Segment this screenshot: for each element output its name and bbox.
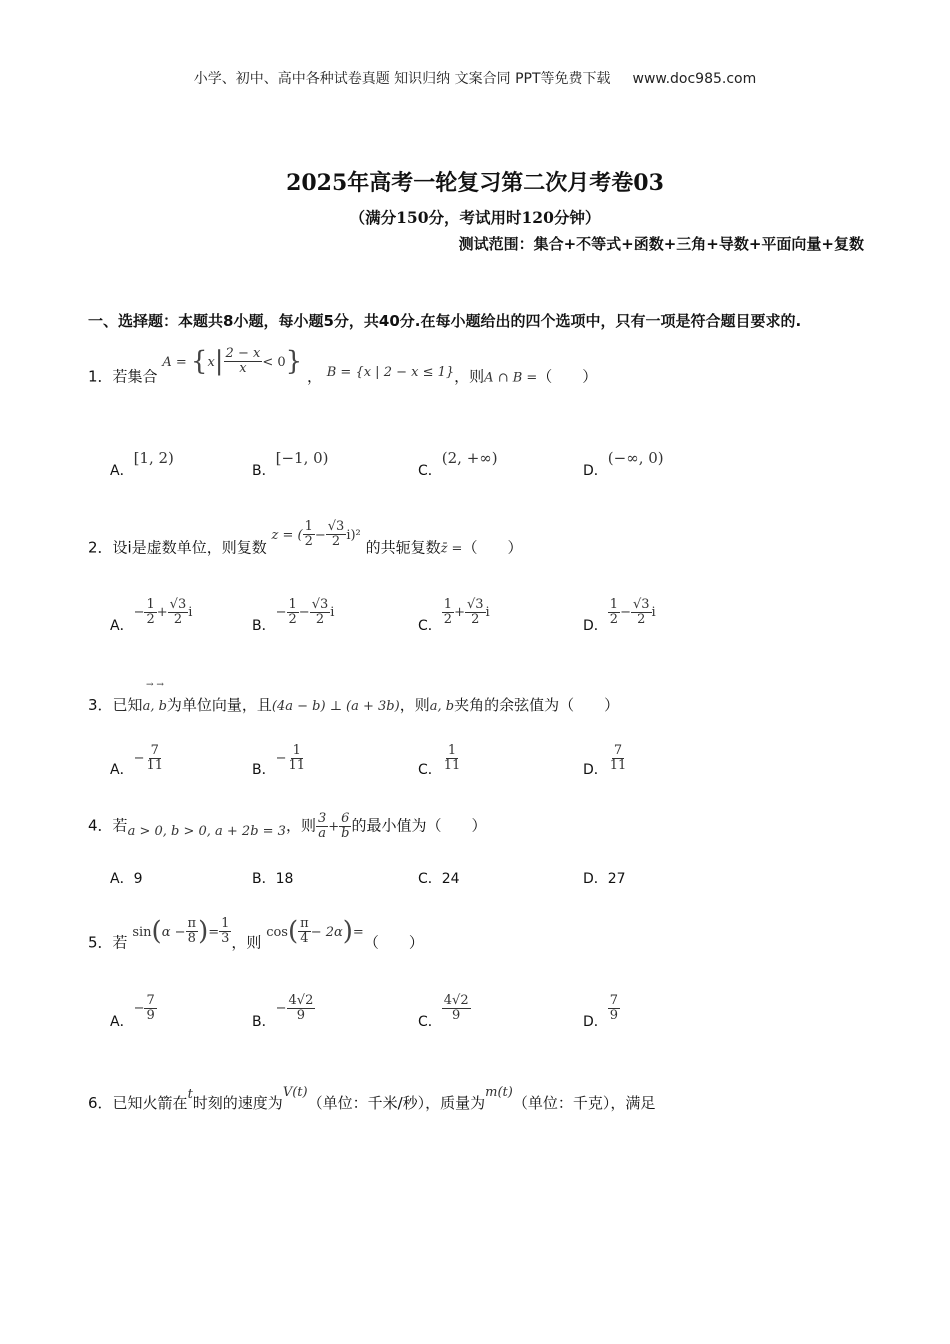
intersection-expr: A ∩ B = [484,370,538,386]
header-site[interactable]: www.doc985.com [632,71,757,87]
q4-option-c[interactable]: C．24 [418,871,460,887]
q5-option-b[interactable]: B．− $\frac{4√2}{9}$ [252,993,314,1031]
q3-option-d[interactable]: D． $\frac{7}{11}$ [583,743,627,779]
sine-condition: sin(α − $\frac{\pi}{8}$ )= $\frac{1}{3}$ [132,915,230,946]
section-heading: 一、选择题：本题共8小题，每小题5分，共40分.在每小题给出的四个选项中，只有一项是符合题目要求的. [88,312,802,330]
q5-option-d[interactable]: D． $\frac{7}{9}$ [583,993,619,1031]
q3-option-b[interactable]: B．− $\frac{1}{11}$ [252,743,306,779]
complex-z-formula: z = ( $\frac{1}{2}$ − $\frac{√3}{2}$ i)² [271,519,361,549]
question-3: 3．已知a, b为单位向量，且(4a − b) ⊥ (a + 3b)，则a, b夹角的余弦值为（ ） [88,696,620,714]
vector-ab: a, b [142,699,167,714]
q2-option-a[interactable]: A．− $\frac{1}{2}$ + $\frac{√3}{2}$ i [110,597,193,635]
question-2: 2．设i是虚数单位，则复数 z = ( $\frac{1}{2}$ − $\frac{√3}{2}$ i)² 的共轭复数z̄ =（ ） [88,519,523,557]
q2-option-b[interactable]: B．− $\frac{1}{2}$ − $\frac{√3}{2}$ i [252,597,335,635]
q2-option-c[interactable]: C． $\frac{1}{2}$ + $\frac{√3}{2}$ i [418,597,490,635]
set-a-formula: A = {x| $\frac{2 - x}{x}$ < 0} [162,345,303,376]
velocity-expr: V(t) [282,1085,308,1100]
q1-option-d[interactable]: D．(−∞, 0) [583,449,664,479]
q3-option-c[interactable]: C． $\frac{1}{11}$ [418,743,461,779]
q1-option-c[interactable]: C．(2, +∞) [418,449,498,479]
q4-option-b[interactable]: B．18 [252,871,294,887]
test-range: 测试范围：集合+不等式+函数+三角+导数+平面向量+复数 [458,235,864,253]
question-1: 1．若集合 A = {x| $\frac{2 - x}{x}$ < 0} ， B = {x | 2 − x ≤ 1}，则A ∩ B =（ ） [88,345,598,386]
mass-expr: m(t) [485,1085,513,1100]
q4-option-a[interactable]: A．9 [110,871,143,887]
q4-option-d[interactable]: D．27 [583,871,626,887]
question-4: 4．若a > 0, b > 0, a + 2b = 3，则 $\frac{3}{a}$ + $\frac{6}{b}$ 的最小值为（ ） [88,811,487,841]
q5-option-c[interactable]: C． $\frac{4√2}{9}$ [418,993,469,1031]
exam-title: 2025年高考一轮复习第二次月考卷03 [286,170,664,196]
q1-option-b[interactable]: B．[−1, 0) [252,449,329,479]
cosine-expr: cos( $\frac{\pi}{4}$ − 2α)= [266,915,364,946]
header-text: 小学、初中、高中各种试卷真题 知识归纳 文案合同 PPT等免费下载 [193,71,611,87]
exam-subtitle: （满分150分，考试用时120分钟） [349,208,601,227]
question-6: 6．已知火箭在t时刻的速度为V(t)（单位：千米/秒），质量为m(t)（单位：千克），满足 [88,1085,656,1112]
q2-option-d[interactable]: D． $\frac{1}{2}$ − $\frac{√3}{2}$ i [583,597,656,635]
perpendicular-condition: (4a − b) ⊥ (a + 3b) [271,699,400,714]
q5-option-a[interactable]: A．− $\frac{7}{9}$ [110,993,155,1031]
q4-condition: a > 0, b > 0, a + 2b = 3 [127,823,286,839]
question-5: 5．若 sin(α − $\frac{\pi}{8}$ )= $\frac{1}{3}$ ，则 cos( $\frac{\pi}{4}$ − 2α)=（ ） [88,915,424,952]
set-b-formula: B = {x | 2 − x ≤ 1} [326,364,455,380]
q1-option-a[interactable]: A．[1, 2) [110,449,174,479]
vector-arrows: → → [146,680,164,690]
page-header [0,68,950,88]
q3-option-a[interactable]: A．− $\frac{7}{11}$ [110,743,164,779]
